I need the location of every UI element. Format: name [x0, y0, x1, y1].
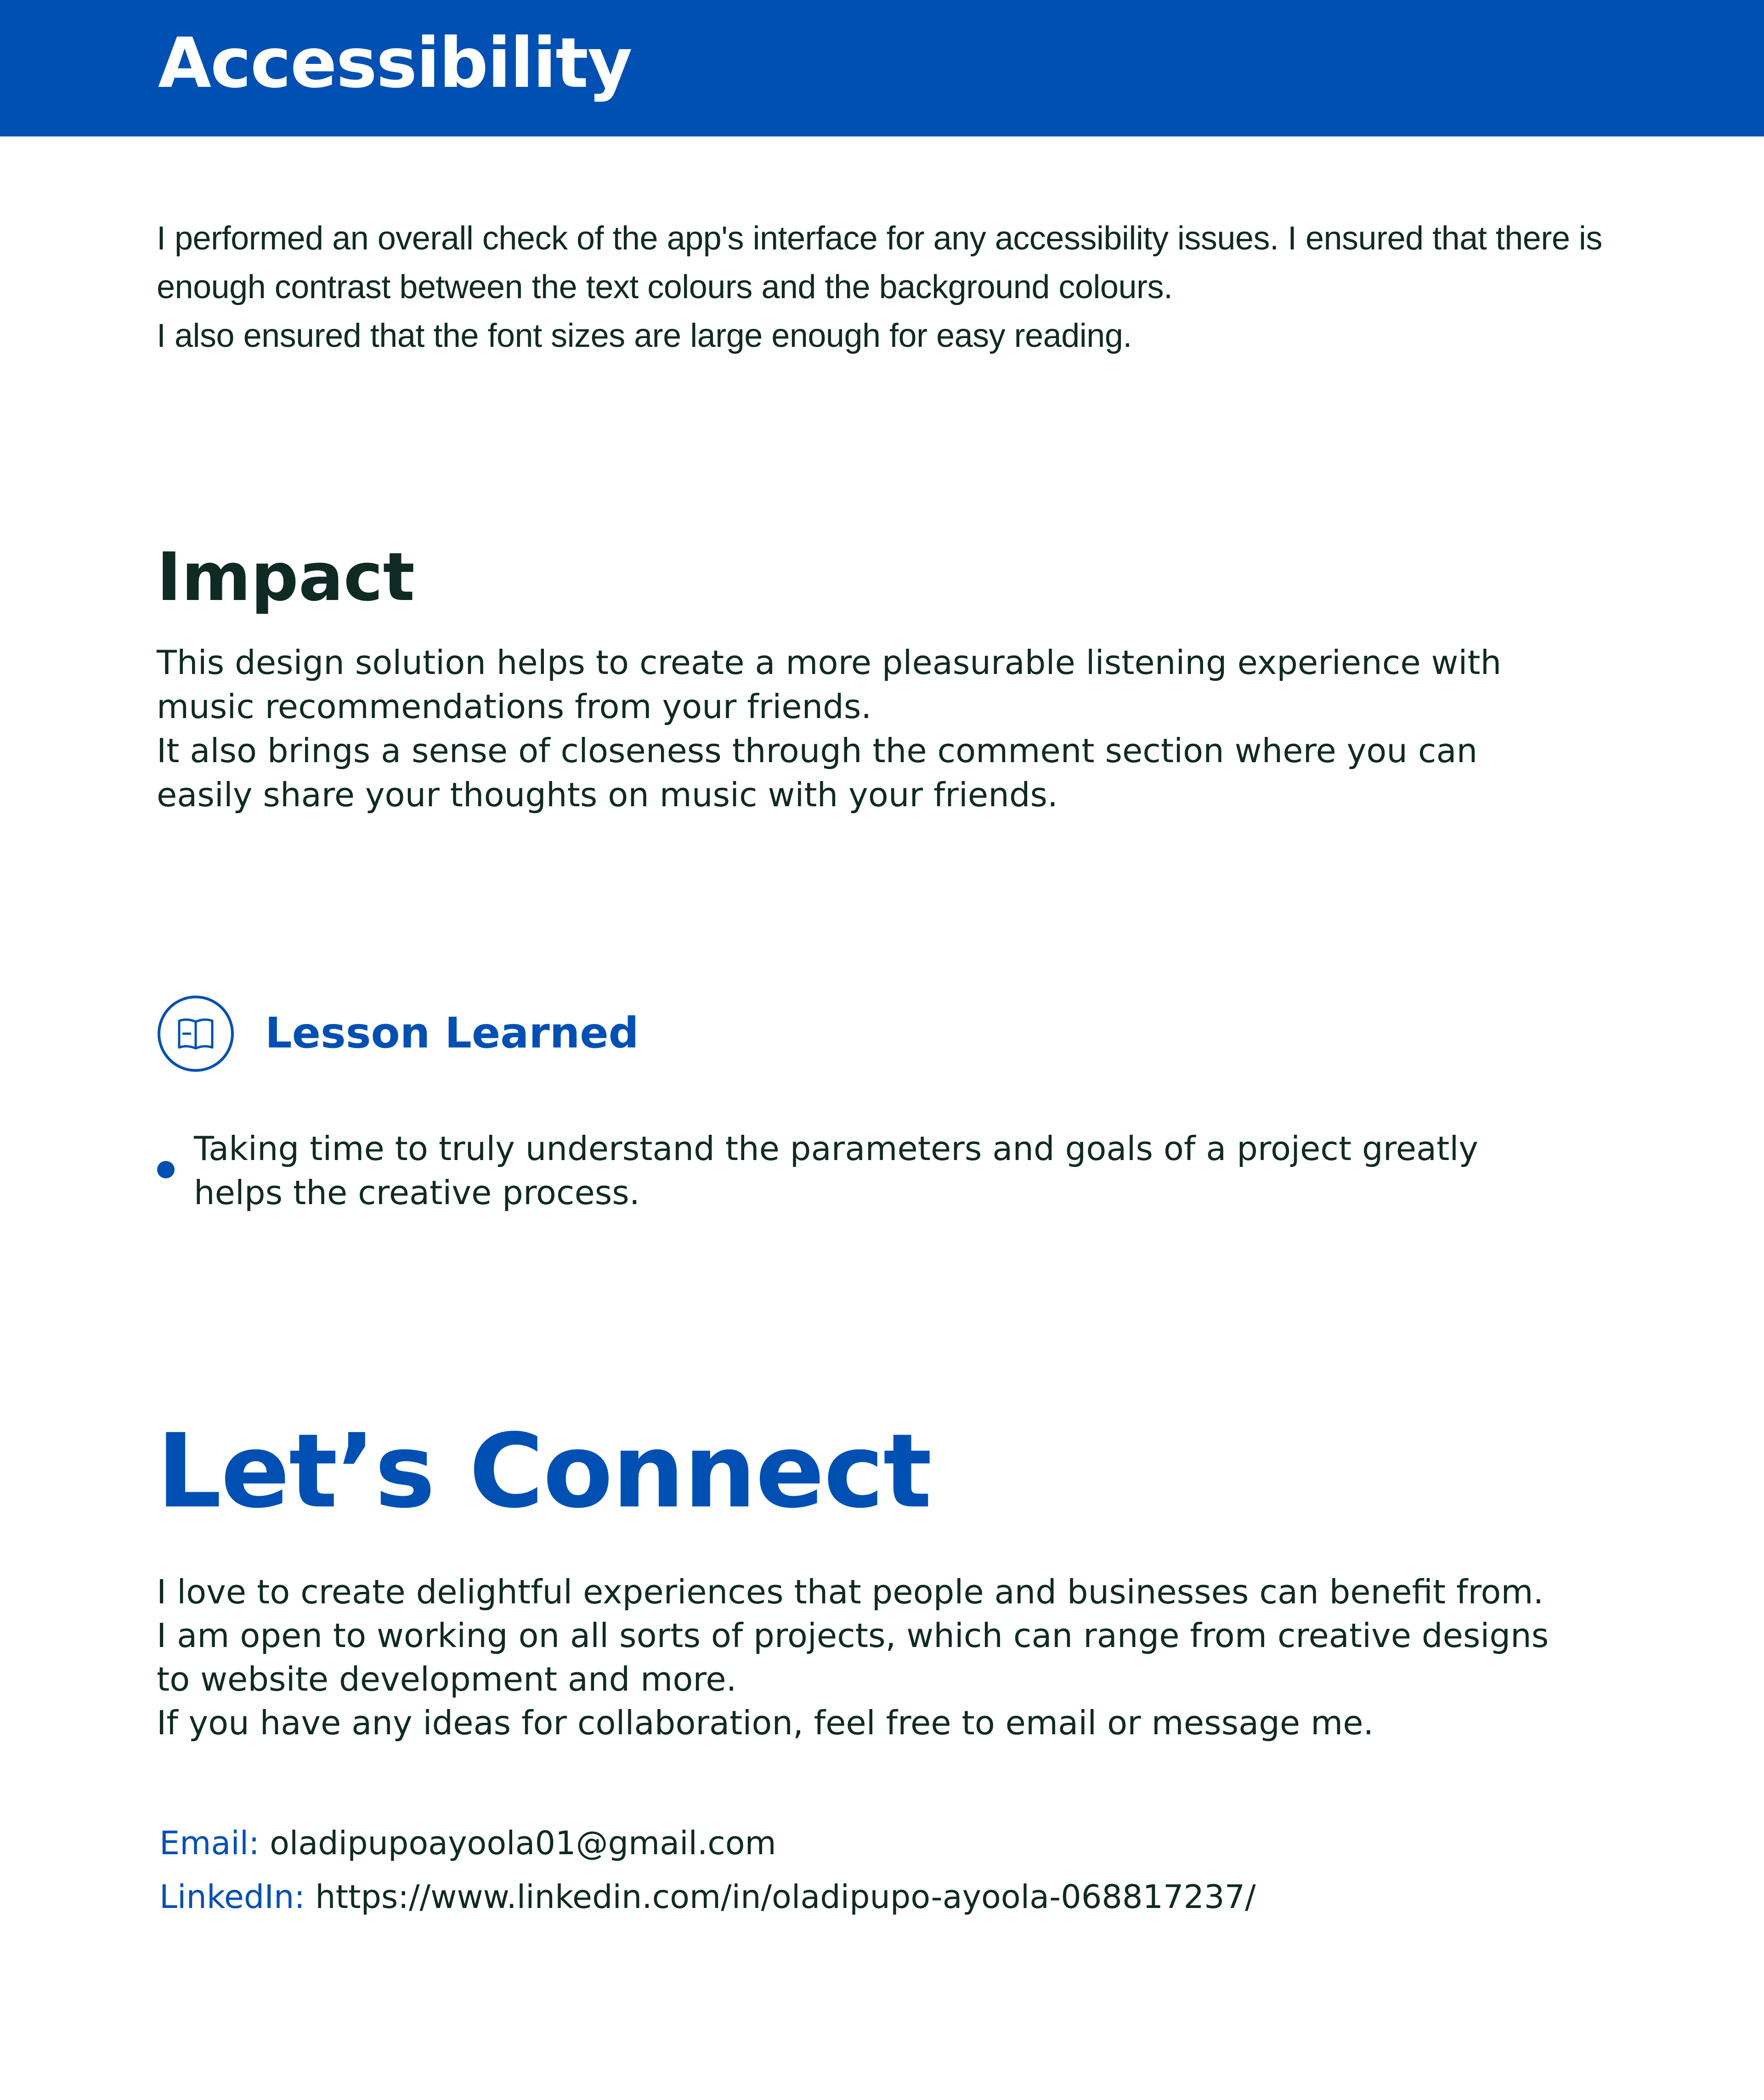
- connect-paragraph: [157, 1570, 1719, 1745]
- impact-line: music recommendations from your friends.: [157, 687, 872, 726]
- email-contact: [159, 1824, 776, 1862]
- connect-line: I am open to working on all sorts of projects, which can range from creative designs: [157, 1616, 1549, 1655]
- accessibility-line: I also ensured that the font sizes are large enough for easy reading.: [157, 317, 1132, 354]
- linkedin-contact: [159, 1878, 1256, 1916]
- lesson-heading: Lesson Learned: [265, 1008, 639, 1058]
- connect-line: I love to create delightful experiences that people and businesses can benefit from.: [157, 1573, 1544, 1611]
- accessibility-line: I performed an overall check of the app's interface for any accessibility issues. I ensured that there is: [157, 220, 1602, 257]
- impact-line: It also brings a sense of closeness through the comment section where you can: [157, 731, 1478, 770]
- lesson-bullet-line: Taking time to truly understand the parameters and goals of a project greatly: [194, 1129, 1478, 1168]
- impact-line: easily share your thoughts on music with your friends.: [157, 775, 1058, 814]
- lesson-bullet-line: helps the creative process.: [194, 1173, 640, 1212]
- impact-line: This design solution helps to create a more pleasurable listening experience with: [157, 643, 1502, 682]
- linkedin-label: LinkedIn:: [159, 1878, 305, 1916]
- accessibility-line: enough contrast between the text colours and the background colours.: [157, 269, 1173, 306]
- impact-paragraph: [157, 640, 1673, 817]
- connect-line: If you have any ideas for collaboration, feel free to email or message me.: [157, 1704, 1374, 1742]
- email-label: Email:: [159, 1824, 260, 1862]
- open-book-icon: [157, 995, 234, 1072]
- header-band: [0, 0, 1764, 136]
- impact-heading: Impact: [157, 538, 415, 616]
- accessibility-paragraph: [157, 214, 1673, 360]
- linkedin-url-link[interactable]: https://www.linkedin.com/in/oladipupo-ayoola-068817237/: [315, 1878, 1256, 1916]
- bullet-dot: [157, 1161, 175, 1178]
- email-address-link[interactable]: oladipupoayoola01@gmail.com: [270, 1824, 776, 1862]
- connect-heading: Let’s Connect: [157, 1412, 931, 1531]
- connect-line: to website development and more.: [157, 1660, 737, 1698]
- page-title: Accessibility: [158, 23, 632, 103]
- lesson-bullet-item: [194, 1126, 1664, 1215]
